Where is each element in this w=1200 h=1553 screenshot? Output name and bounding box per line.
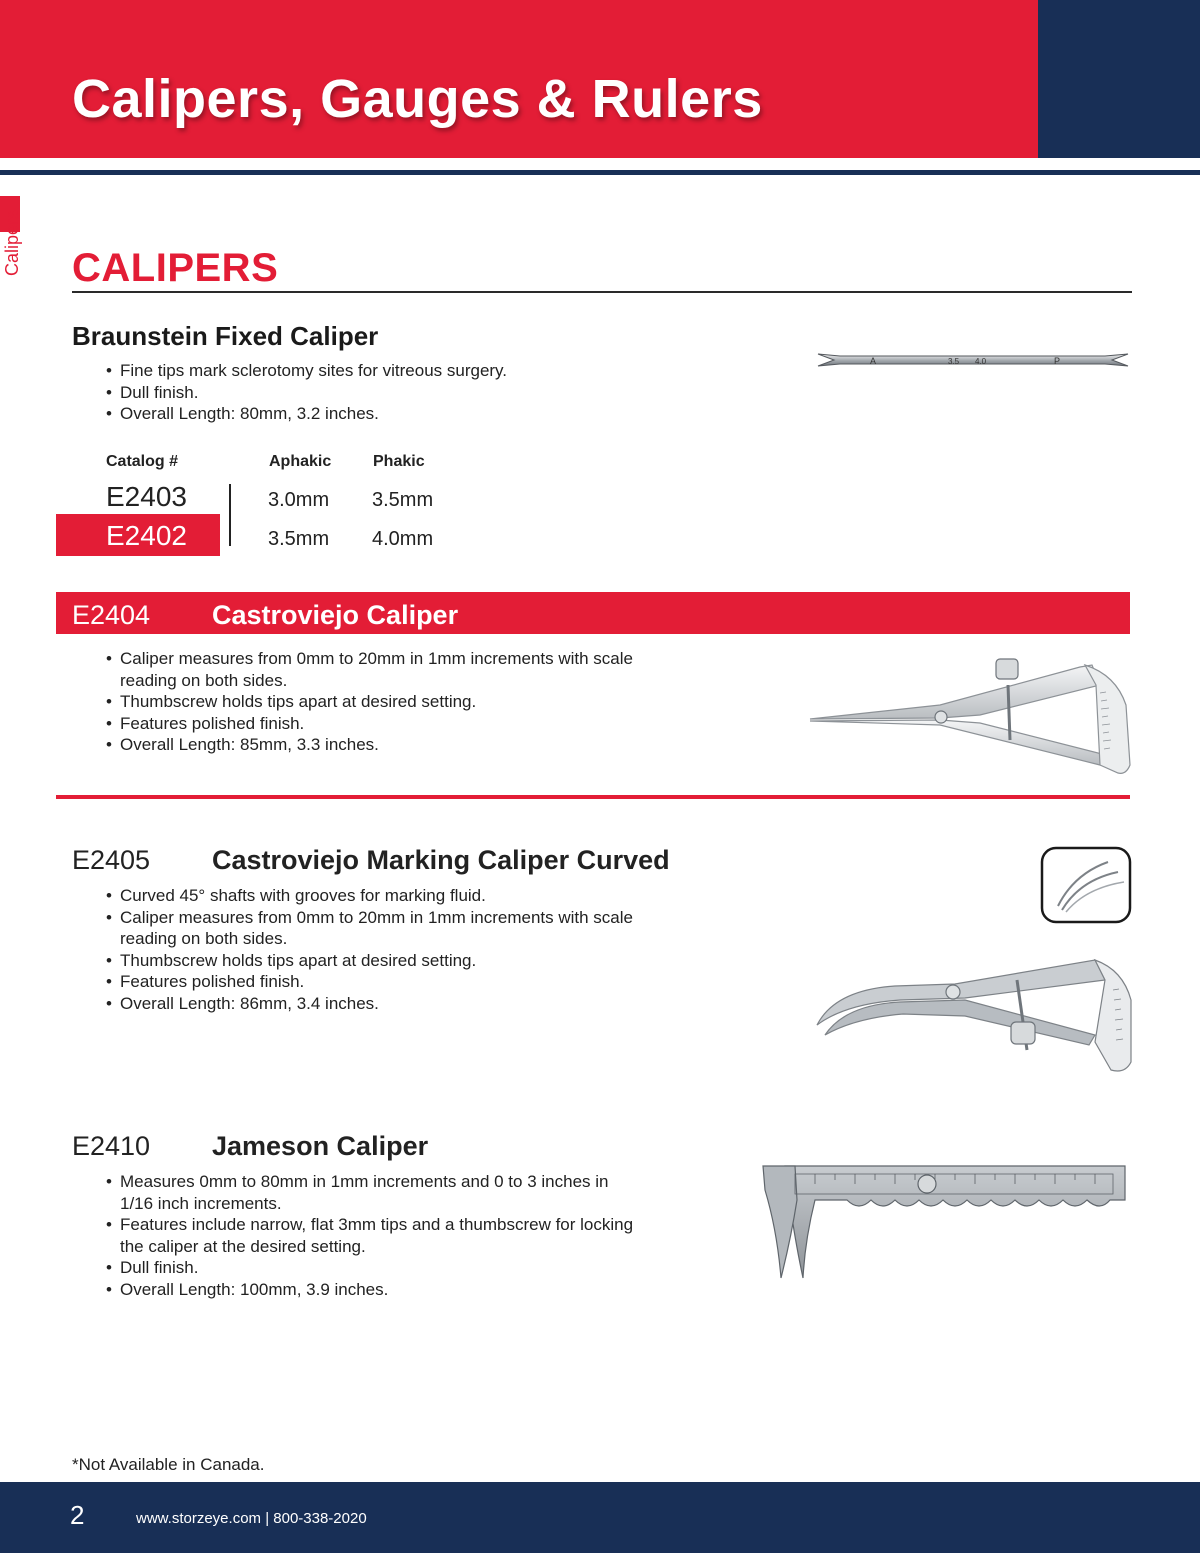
feature-item: • Overall Length: 80mm, 3.2 inches.	[106, 403, 507, 425]
table-header-aphakic: Aphakic	[269, 453, 332, 470]
feature-item: • Dull finish.	[106, 382, 507, 404]
product-catalog-number: E2404	[72, 600, 151, 630]
tip-detail-inset-image	[1040, 846, 1132, 924]
product-features	[106, 1171, 636, 1301]
feature-item: • Caliper measures from 0mm to 20mm in 1mm increments with scale reading on both sides.	[106, 907, 636, 950]
side-tab-label: Calipers	[2, 209, 22, 276]
product-catalog-number: E2410	[72, 1131, 151, 1161]
footnote: *Not Available in Canada.	[72, 1455, 265, 1474]
catalog-number: E2403	[106, 481, 187, 512]
header-divider	[0, 170, 1200, 175]
section-title: CALIPERS	[72, 246, 279, 290]
product-divider	[56, 795, 1130, 799]
page-title: Calipers, Gauges & Rulers	[72, 69, 763, 129]
jameson-caliper-image	[755, 1160, 1130, 1285]
scale-mark: P	[1054, 356, 1061, 366]
product-title: Jameson Caliper	[212, 1131, 429, 1161]
table-divider	[229, 484, 231, 546]
scale-mark: 3.5	[948, 357, 960, 366]
feature-item: • Overall Length: 100mm, 3.9 inches.	[106, 1279, 636, 1301]
product-features	[106, 885, 636, 1015]
table-header-phakic: Phakic	[373, 453, 425, 470]
feature-item: • Thumbscrew holds tips apart at desired setting.	[106, 950, 636, 972]
table-header-catalog: Catalog #	[106, 453, 179, 470]
table-cell-aphakic: 3.0mm	[268, 489, 330, 511]
footer-contact: www.storzeye.com | 800-338-2020	[136, 1510, 367, 1527]
table-cell-phakic: 3.5mm	[372, 489, 434, 511]
castroviejo-caliper-image	[800, 645, 1135, 785]
feature-item: • Dull finish.	[106, 1257, 636, 1279]
feature-item: • Features include narrow, flat 3mm tips and a thumbscrew for locking the caliper at the desired setting.	[106, 1214, 636, 1257]
feature-item: • Curved 45° shafts with grooves for marking fluid.	[106, 885, 636, 907]
page-number: 2	[70, 1500, 85, 1530]
section-divider	[72, 291, 1132, 293]
braunstein-caliper-image	[810, 345, 1135, 375]
feature-item: • Fine tips mark sclerotomy sites for vitreous surgery.	[106, 360, 507, 382]
table-cell-aphakic: 3.5mm	[268, 528, 330, 550]
product-title: Castroviejo Caliper	[212, 600, 459, 630]
product-features	[106, 648, 636, 756]
feature-item: • Overall Length: 86mm, 3.4 inches.	[106, 993, 636, 1015]
scale-mark: A	[870, 356, 877, 366]
product-title: Castroviejo Marking Caliper Curved	[212, 845, 670, 875]
header-accent-block	[1038, 0, 1200, 158]
product-title-braunstein: Braunstein Fixed Caliper	[72, 321, 379, 351]
feature-item: • Measures 0mm to 80mm in 1mm increments and 0 to 3 inches in 1/16 inch increments.	[106, 1171, 636, 1214]
table-cell-phakic: 4.0mm	[372, 528, 434, 550]
product-catalog-number: E2405	[72, 845, 151, 875]
castroviejo-marking-caliper-image	[805, 950, 1135, 1080]
product-features-braunstein	[106, 360, 507, 425]
feature-item: • Features polished finish.	[106, 971, 636, 993]
feature-item: • Overall Length: 85mm, 3.3 inches.	[106, 734, 636, 756]
feature-item: • Features polished finish.	[106, 713, 636, 735]
feature-item: • Thumbscrew holds tips apart at desired setting.	[106, 691, 636, 713]
catalog-number: E2402	[106, 520, 187, 551]
scale-mark: 4.0	[975, 357, 987, 366]
feature-item: • Caliper measures from 0mm to 20mm in 1mm increments with scale reading on both sides.	[106, 648, 636, 691]
